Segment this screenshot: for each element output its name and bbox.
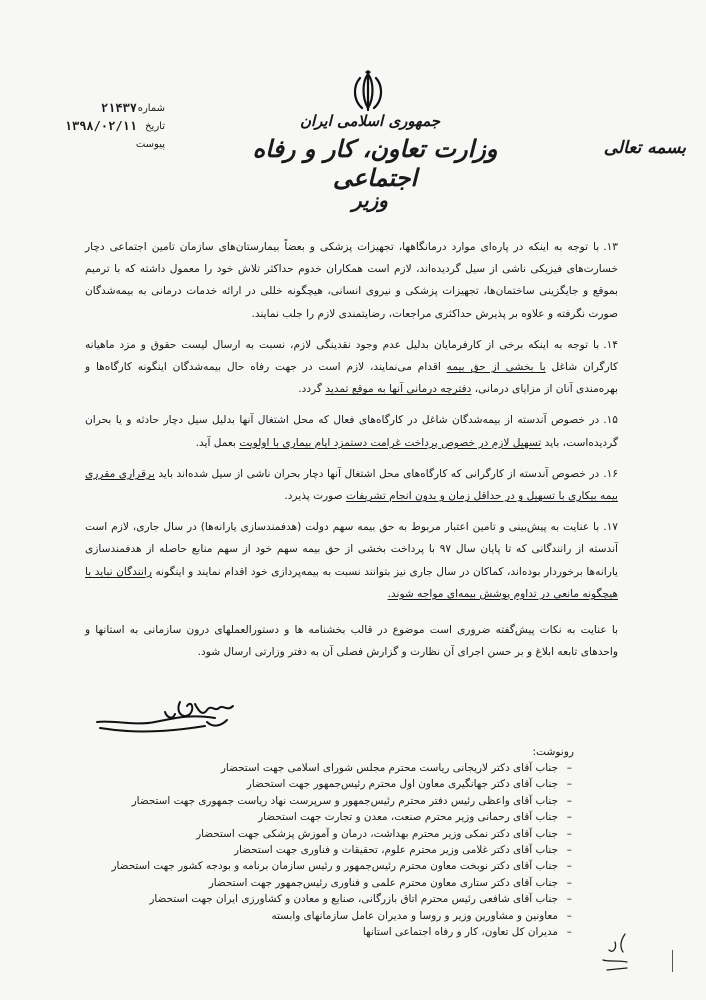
cc-section <box>100 746 574 940</box>
ministry-name: وزارت تعاون، کار و رفاه اجتماعی <box>252 134 498 192</box>
letter-body <box>85 236 618 672</box>
attachment-label: پیوست <box>135 139 165 150</box>
initials-mark-icon <box>595 930 635 978</box>
cc-item: – معاونین و مشاورین وزیر و روسا و مدیران عامل سازمانهای وابسته <box>100 908 558 924</box>
number-label: شماره <box>137 103 165 114</box>
cc-item: – جناب آقای دکتر غلامی وزیر محترم علوم، تحقیقات و فناوری جهت استحضار <box>100 842 558 858</box>
cc-item: – مدیران کل تعاون، کار و رفاه اجتماعی استانها <box>100 924 558 940</box>
date-value: ۱۳۹۸/۰۲/۱۱ <box>64 119 137 133</box>
date-label: تاریخ <box>145 121 165 132</box>
cc-item: – جناب آقای دکتر لاریجانی ریاست محترم مجلس شورای اسلامی جهت استحضار <box>100 760 558 776</box>
cc-item: – جناب آقای شافعی رئیس محترم اتاق بازرگانی، صنایع و معادن و کشاورزی ایران جهت استحضار <box>100 891 558 907</box>
cc-item: – جناب آقای دکتر نوبخت معاون محترم رئیس‌جمهور و رئیس سازمان برنامه و بودجه کشور جهت استحضار <box>100 858 558 874</box>
closing-paragraph: با عنایت به نکات پیش‌گفته ضروری است موضوع در قالب بخشنامه ها و دستورالعملهای درون سازمانی به استانها و واحدهای تابعه ابلاغ و بر حسن اجرای آن نظارت و گزارش فصلی آن به دفتر وزارتی ارسال شود. <box>85 624 618 659</box>
cc-item: – جناب آقای واعظی رئیس دفتر محترم رئیس‌جمهور و سرپرست نهاد ریاست جمهوری جهت استحضار <box>100 793 558 809</box>
letter-meta <box>65 101 165 155</box>
number-value: ۲۱۴۳۷ <box>100 101 137 115</box>
margin-mark <box>672 950 673 972</box>
government-name: جمهوری اسلامی ایران <box>299 112 441 130</box>
bismillah-heading: بسمه تعالی <box>603 138 686 158</box>
cc-title: رونوشت: <box>532 746 574 758</box>
item-17: ۱۷.با عنایت به پیش‌بینی و تامین اعتبار مربوط به حق بیمه سهم دولت (هدفمندسازی یارانه‌ها) در سال جاری، لازم است آندسته از رانندگانی که تا پایان سال ۹۷ با پرداخت بخشی از حق بیمه سهم خود از سهم منابع حاصله از هدفمندسازی یارانه‌ها برخوردار بوده‌اند، کماکان در سال جاری نیز بتوانند نسبت به بیمه‌پردازی خود اقدام نمایند و اینگونه رانندگان نباید با هیچگونه مانعی در تداوم پوشش بیمه‌ای مواجه شوند. <box>85 521 618 600</box>
letter-title: وزیر <box>352 188 388 212</box>
iran-emblem-icon <box>348 70 388 114</box>
item-14: ۱۴.با توجه به اینکه برخی از کارفرمایان بدلیل عدم وجود نقدینگی لازم، نسبت به ارسال لیست حقوق و مزد ماهیانه کارگران شاغل با بخشی از حق بیمه اقدام می‌نمایند، لازم است در جهت رفاه حال بیمه‌شدگان اینگونه کارگاه‌ها و بهره‌مندی آنان از مزایای درمانی، دفترچه درمانی آنها به موقع تمدید گردد. <box>85 338 618 396</box>
signature-icon <box>95 692 245 742</box>
cc-item: – جناب آقای دکتر جهانگیری معاون اول محترم رئیس‌جمهور جهت استحضار <box>100 776 558 792</box>
cc-item: – جناب آقای دکتر ستاری معاون محترم علمی و فناوری رئیس‌جمهور جهت استحضار <box>100 875 558 891</box>
item-13: ۱۳.با توجه به اینکه در پاره‌ای موارد درمانگاهها، تجهیزات پزشکی و بعضاً بیمارستان‌های سازمان تامین اجتماعی دچار خسارت‌های فیزیکی ناشی از سیل گردیده‌اند، لازم است همکاران خدوم حداکثر تلاش خود را معمول داشته که با ترمیم بموقع و جایگزینی ساختمان‌ها، تجهیزات پزشکی و نیروی انسانی، هیچگونه خللی در ارائه خدمات درمانی به بیمه‌شدگان صورت نگرفته و علاوه بر پذیرش حداکثری مراجعات، رضایتمندی لازم را جلب نمایند. <box>85 241 618 320</box>
item-16: ۱۶.در خصوص آندسته از کارگرانی که کارگاه‌های محل اشتغال آنها دچار بحران ناشی از سیل شده‌اند باید برقراری مقرری بیمه بیکاری با تسهیل و در حداقل زمان و بدون انجام تشریفات صورت پذیرد. <box>85 467 618 503</box>
cc-list <box>100 760 574 940</box>
cc-item: – جناب آقای دکتر نمکی وزیر محترم بهداشت، درمان و آموزش پزشکی جهت استحضار <box>100 826 558 842</box>
item-15: ۱۵.در خصوص آندسته از بیمه‌شدگان شاغل در کارگاه‌های فعال که محل اشتغال آنها بدلیل سیل دچار حادثه و یا بحران گردیده‌است، باید تسهیل لازم در خصوص پرداخت غرامت دستمزد ایام بیماری با اولویت بعمل آید. <box>85 414 618 449</box>
cc-item: – جناب آقای رحمانی وزیر محترم صنعت، معدن و تجارت جهت استحضار <box>100 809 558 825</box>
